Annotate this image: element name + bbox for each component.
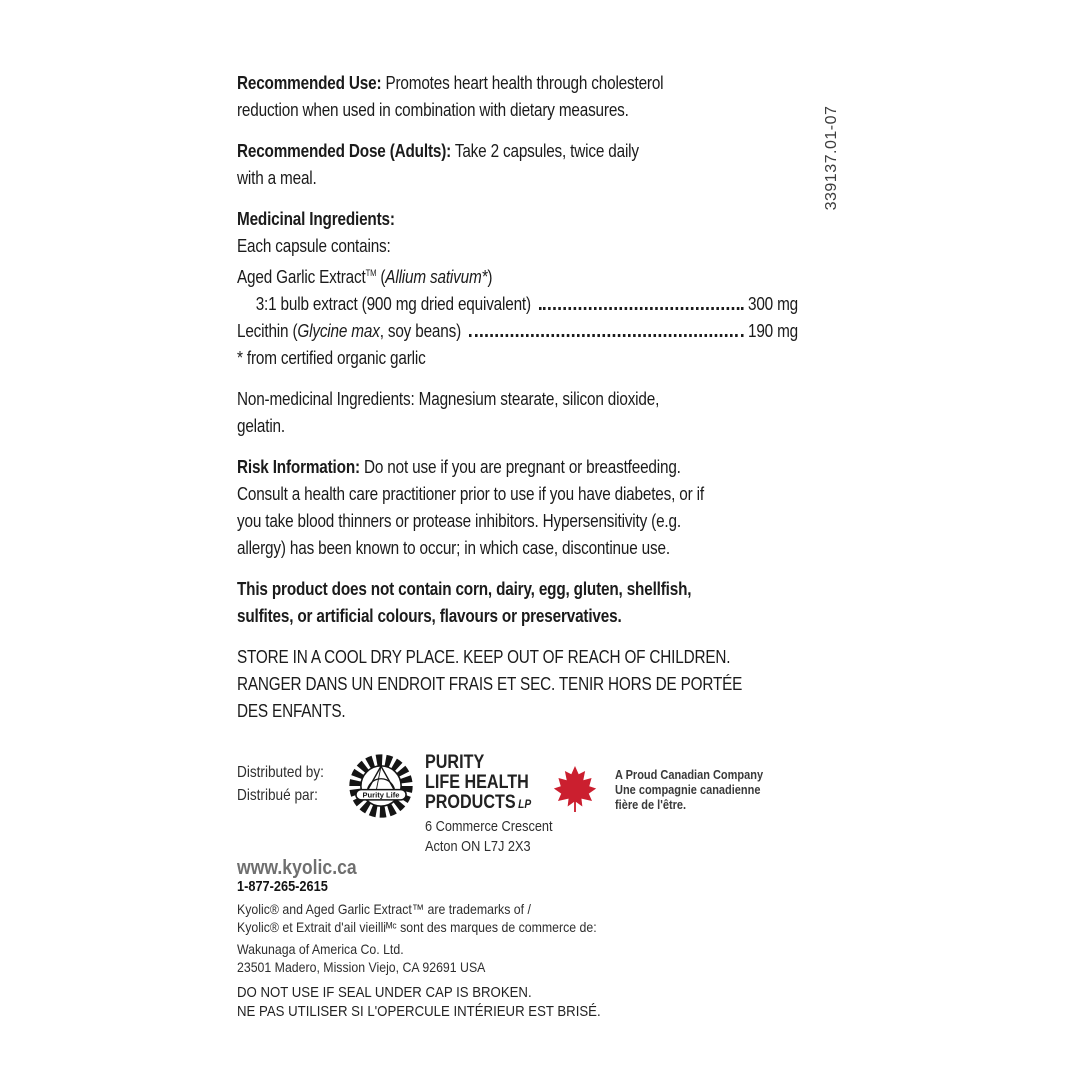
canadian-line-1: A Proud Canadian Company bbox=[615, 768, 764, 782]
company-name-line-1: PURITY bbox=[425, 752, 485, 773]
extract-latin-name: Allium sativum* bbox=[385, 267, 488, 287]
company-name-line-3 bbox=[425, 792, 532, 814]
purity-life-logo-text: Purity Life bbox=[362, 790, 400, 800]
medicinal-heading: Medicinal Ingredients: bbox=[237, 209, 395, 229]
trademark-line-en: Kyolic® and Aged Garlic Extract™ are trademarks of / bbox=[237, 901, 531, 917]
distributed-by-fr: Distribué par: bbox=[237, 787, 318, 804]
recommended-dose-line-1 bbox=[237, 138, 798, 165]
recommended-use-heading: Recommended Use: bbox=[237, 73, 382, 93]
company-suffix-lp: LP bbox=[518, 797, 532, 811]
recommended-use-line-1 bbox=[237, 70, 798, 97]
section-risk-information bbox=[237, 454, 897, 562]
risk-text: Do not use if you are pregnant or breastfeeding. bbox=[359, 457, 681, 477]
free-of-line-2: sulfites, or artificial colours, flavours or preservatives. bbox=[237, 606, 622, 626]
canadian-company-text bbox=[615, 753, 783, 853]
extract-paren-close: ) bbox=[487, 267, 493, 287]
canadian-line-3: fière de l'être. bbox=[615, 798, 687, 812]
section-storage bbox=[237, 644, 897, 725]
distributor-company bbox=[425, 752, 553, 855]
label-text-column bbox=[237, 70, 897, 1021]
recommended-dose-line-2: with a meal. bbox=[237, 168, 317, 188]
medicinal-extract-line bbox=[237, 260, 798, 291]
lecithin-prefix: Lecithin ( bbox=[237, 321, 298, 341]
company-name-line-2: LIFE HEALTH bbox=[425, 772, 529, 793]
ingredient-amount: 190 mg bbox=[747, 321, 798, 341]
section-recommended-use bbox=[237, 70, 897, 124]
lecithin-suffix: , soy beans) bbox=[379, 321, 462, 341]
recommended-dose-text: Take 2 capsules, twice daily bbox=[451, 141, 639, 161]
risk-line-4: allergy) has been known to occur; in which case, discontinue use. bbox=[237, 538, 670, 558]
dotted-leader bbox=[539, 307, 744, 310]
seal-warning-block bbox=[237, 983, 897, 1021]
lecithin-latin-name: Glycine max bbox=[297, 321, 380, 341]
distributor-labels bbox=[237, 753, 348, 853]
section-recommended-dose bbox=[237, 138, 897, 192]
section-medicinal-ingredients bbox=[237, 206, 897, 372]
extract-name: Aged Garlic Extract bbox=[237, 267, 366, 287]
vertical-product-code: 339137.01-07 bbox=[823, 105, 840, 211]
dotted-leader bbox=[469, 334, 744, 337]
non-medicinal-line-2: gelatin. bbox=[237, 416, 285, 436]
distributed-by-en: Distributed by: bbox=[237, 764, 324, 781]
ingredient-name: 3:1 bulb extract (900 mg dried equivalent) bbox=[255, 294, 531, 314]
recommended-use-text: Promotes heart health through cholesterol bbox=[381, 73, 664, 93]
risk-line-1 bbox=[237, 454, 798, 481]
extract-paren-open: ( bbox=[376, 267, 386, 287]
organic-footnote: * from certified organic garlic bbox=[237, 348, 426, 368]
manufacturer-block bbox=[237, 940, 897, 976]
ingredient-amount: 300 mg bbox=[747, 294, 798, 314]
risk-heading: Risk Information: bbox=[237, 457, 360, 477]
maple-leaf-icon bbox=[552, 765, 598, 813]
recommended-use-line-2: reduction when used in combination with dietary measures. bbox=[237, 100, 629, 120]
section-non-medicinal bbox=[237, 386, 897, 440]
purity-life-logo bbox=[348, 753, 414, 819]
company-address-line-2: Acton ON L7J 2X3 bbox=[425, 838, 531, 855]
ingredient-name bbox=[237, 318, 461, 345]
ingredient-row-bulb-extract bbox=[237, 291, 798, 318]
seal-warning-fr: NE PAS UTILISER SI L'OPERCULE INTÉRIEUR EST BRISÉ. bbox=[237, 1003, 601, 1020]
risk-line-3: you take blood thinners or protease inhibitors. Hypersensitivity (e.g. bbox=[237, 511, 681, 531]
distributor-block bbox=[237, 753, 897, 853]
recommended-dose-heading: Recommended Dose (Adults): bbox=[237, 141, 452, 161]
risk-line-2: Consult a health care practitioner prior to use if you have diabetes, or if bbox=[237, 484, 704, 504]
ingredient-row-lecithin bbox=[237, 318, 798, 345]
manufacturer-address: 23501 Madero, Mission Viejo, CA 92691 USA bbox=[237, 959, 486, 975]
trademark-line-fr: Kyolic® et Extrait d'ail vieilliᴹᶜ sont des marques de commerce de: bbox=[237, 919, 597, 935]
storage-line-1: STORE IN A COOL DRY PLACE. KEEP OUT OF REACH OF CHILDREN. bbox=[237, 647, 731, 667]
storage-line-3: DES ENFANTS. bbox=[237, 701, 346, 721]
trademark-superscript: TM bbox=[365, 268, 377, 278]
non-medicinal-line-1: Non-medicinal Ingredients: Magnesium stearate, silicon dioxide, bbox=[237, 389, 660, 409]
purity-life-sun-icon bbox=[348, 753, 414, 819]
trademark-block bbox=[237, 900, 897, 936]
maple-leaf-wrap bbox=[552, 753, 598, 853]
canadian-line-2: Une compagnie canadienne bbox=[615, 783, 761, 797]
seal-warning-en: DO NOT USE IF SEAL UNDER CAP IS BROKEN. bbox=[237, 984, 532, 1001]
company-name-products: PRODUCTS bbox=[425, 792, 516, 813]
free-of-line-1: This product does not contain corn, dairy, egg, gluten, shellfish, bbox=[237, 579, 692, 599]
medicinal-intro: Each capsule contains: bbox=[237, 236, 391, 256]
phone-number: 1-877-265-2615 bbox=[237, 879, 328, 895]
website-url: www.kyolic.ca bbox=[237, 857, 357, 879]
company-address-line-1: 6 Commerce Crescent bbox=[425, 818, 553, 835]
storage-line-2: RANGER DANS UN ENDROIT FRAIS ET SEC. TENIR HORS DE PORTÉE bbox=[237, 674, 743, 694]
manufacturer-name: Wakunaga of America Co. Ltd. bbox=[237, 941, 404, 957]
section-free-of bbox=[237, 576, 897, 630]
